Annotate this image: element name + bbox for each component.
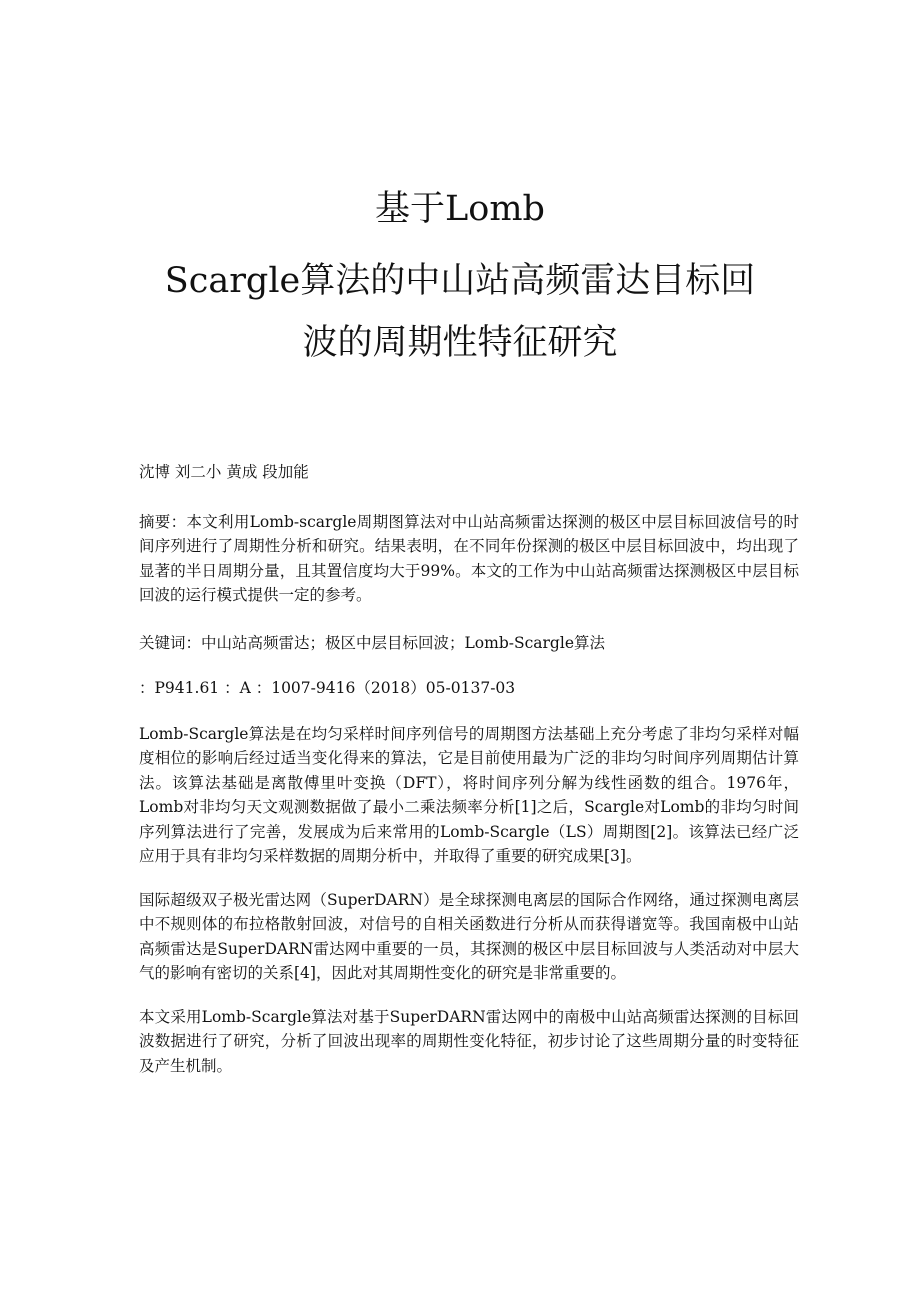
- classification-line: ：P941.61 ：A ：1007-9416（2018）05-0137-03: [139, 679, 516, 697]
- body-paragraph: Lomb-Scargle算法是在均匀采样时间序列信号的周期图方法基础上充分考虑了非均匀采样对幅度相位的影响后经过适当变化得来的算法，它是目前使用最为广泛的非均匀时间序列周期估计算法。该算法基础是离散傅里叶变换（DFT），将时间序列分解为线性函数的组合。1976年，Lomb对非均匀天文观测数据做了最小二乘法频率分析[1]之后，Scargle对Lomb的非均匀时间序列算法进行了完善，发展成为后来常用的Lomb-Scargle（LS）周期图[2]。该算法已经广泛应用于具有非均匀采样数据的周期分析中，并取得了重要的研究成果[3]。: [139, 724, 799, 865]
- keywords-line: 关键词：中山站高频雷达；极区中层目标回波；Lomb-Scargle算法: [139, 633, 605, 652]
- body-paragraph: 国际超级双子极光雷达网（SuperDARN）是全球探测电离层的国际合作网络，通过探测电离层中不规则体的布拉格散射回波，对信号的自相关函数进行分析从而获得谱宽等。我国南极中山站高频雷达是SuperDARN雷达网中重要的一员，其探测的极区中层目标回波与人类活动对中层大气的影响有密切的关系[4]，因此对其周期性变化的研究是非常重要的。: [139, 890, 799, 982]
- title-line-3: 波的周期性特征研究: [302, 323, 618, 363]
- title-line-2: Scargle算法的中山站高频雷达目标回: [164, 261, 756, 301]
- paper-title: [100, 178, 820, 374]
- title-line-1: 基于Lomb: [375, 189, 545, 229]
- paper-body: [139, 460, 799, 1097]
- body-paragraph: 本文采用Lomb-Scargle算法对基于SuperDARN雷达网中的南极中山站高频雷达探测的目标回波数据进行了研究，分析了回波出现率的周期性变化特征，初步讨论了这些周期分量的时变特征及产生机制。: [139, 1007, 799, 1075]
- abstract-paragraph: 摘要：本文利用Lomb-scargle周期图算法对中山站高频雷达探测的极区中层目标回波信号的时间序列进行了周期性分析和研究。结果表明，在不同年份探测的极区中层目标回波中，均出现了显著的半日周期分量，且其置信度均大于99%。本文的工作为中山站高频雷达探测极区中层目标回波的运行模式提供一定的参考。: [139, 512, 799, 604]
- author-list: 沈博 刘二小 黄成 段加能: [139, 463, 309, 481]
